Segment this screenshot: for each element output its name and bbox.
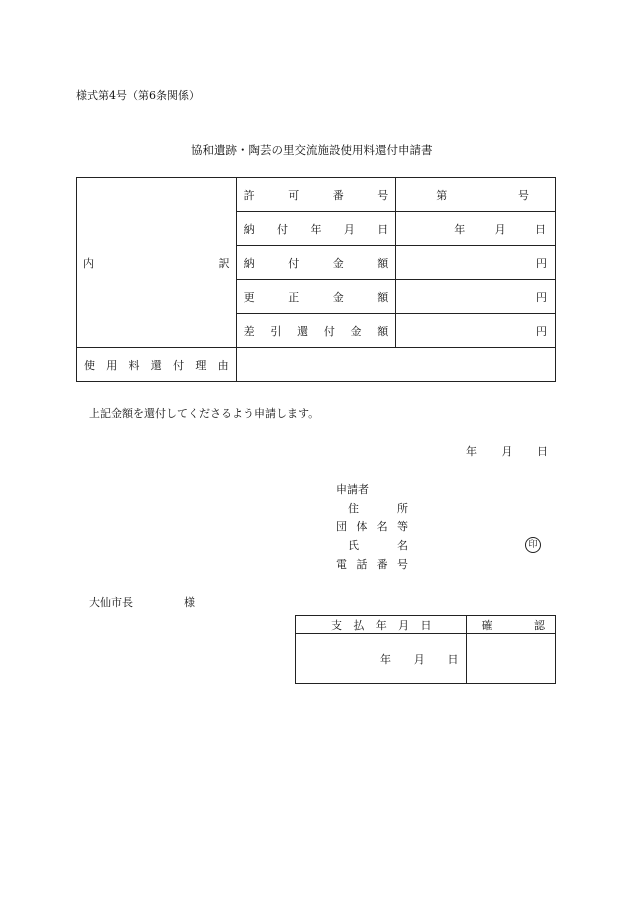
table-row — [77, 348, 556, 382]
organization-label: 団 体 名 等 — [336, 520, 408, 533]
breakdown-cell — [77, 178, 237, 348]
payment-amount-label: 納 付 金 額 — [236, 246, 396, 280]
payment-date-label: 納 付 年 月 日 — [236, 212, 396, 246]
breakdown-label-char: 内 — [83, 256, 94, 270]
corrected-amount-value[interactable]: 円 — [396, 280, 556, 314]
addressee-name: 大仙市長 — [89, 596, 133, 609]
payment-amount-value[interactable]: 円 — [396, 246, 556, 280]
page-title: 協和遺跡・陶芸の里交流施設使用料還付申請書 — [191, 143, 433, 157]
breakdown-label-char: 訳 — [218, 256, 230, 270]
corrected-amount-label: 更 正 金 額 — [236, 280, 396, 314]
refund-reason-label: 使 用 料 還 付 理 由 — [77, 348, 237, 382]
refund-amount-label: 差 引 還 付 金 額 — [236, 314, 396, 348]
applicant-heading: 申請者 — [336, 483, 369, 496]
request-statement: 上記金額を還付してくださるよう申請します。 — [89, 407, 320, 420]
form-number: 様式第4号（第6条関係） — [76, 89, 200, 102]
confirm-value[interactable] — [467, 634, 556, 684]
payment-table — [295, 615, 556, 684]
payment-date-header: 支 払 年 月 日 — [296, 616, 467, 634]
permit-number-label: 許 可 番 号 — [236, 178, 396, 212]
refund-detail-table — [76, 177, 556, 382]
phone-label: 電 話 番 号 — [336, 558, 408, 571]
refund-reason-value[interactable] — [236, 348, 555, 382]
refund-amount-value[interactable]: 円 — [396, 314, 556, 348]
payment-date-value[interactable]: 年 月 日 — [296, 634, 467, 684]
name-label: 氏 名 — [348, 539, 408, 552]
permit-number-value[interactable]: 第 号 — [396, 178, 556, 212]
table-row — [296, 634, 556, 684]
seal-mark: 印 — [525, 537, 541, 553]
table-row — [77, 178, 556, 212]
payment-date-value[interactable]: 年 月 日 — [396, 212, 556, 246]
address-label: 住 所 — [348, 502, 408, 515]
table-row — [296, 616, 556, 634]
addressee-honorific: 様 — [184, 596, 195, 609]
application-date: 年 月 日 — [466, 445, 548, 458]
confirm-header: 確 認 — [467, 616, 556, 634]
